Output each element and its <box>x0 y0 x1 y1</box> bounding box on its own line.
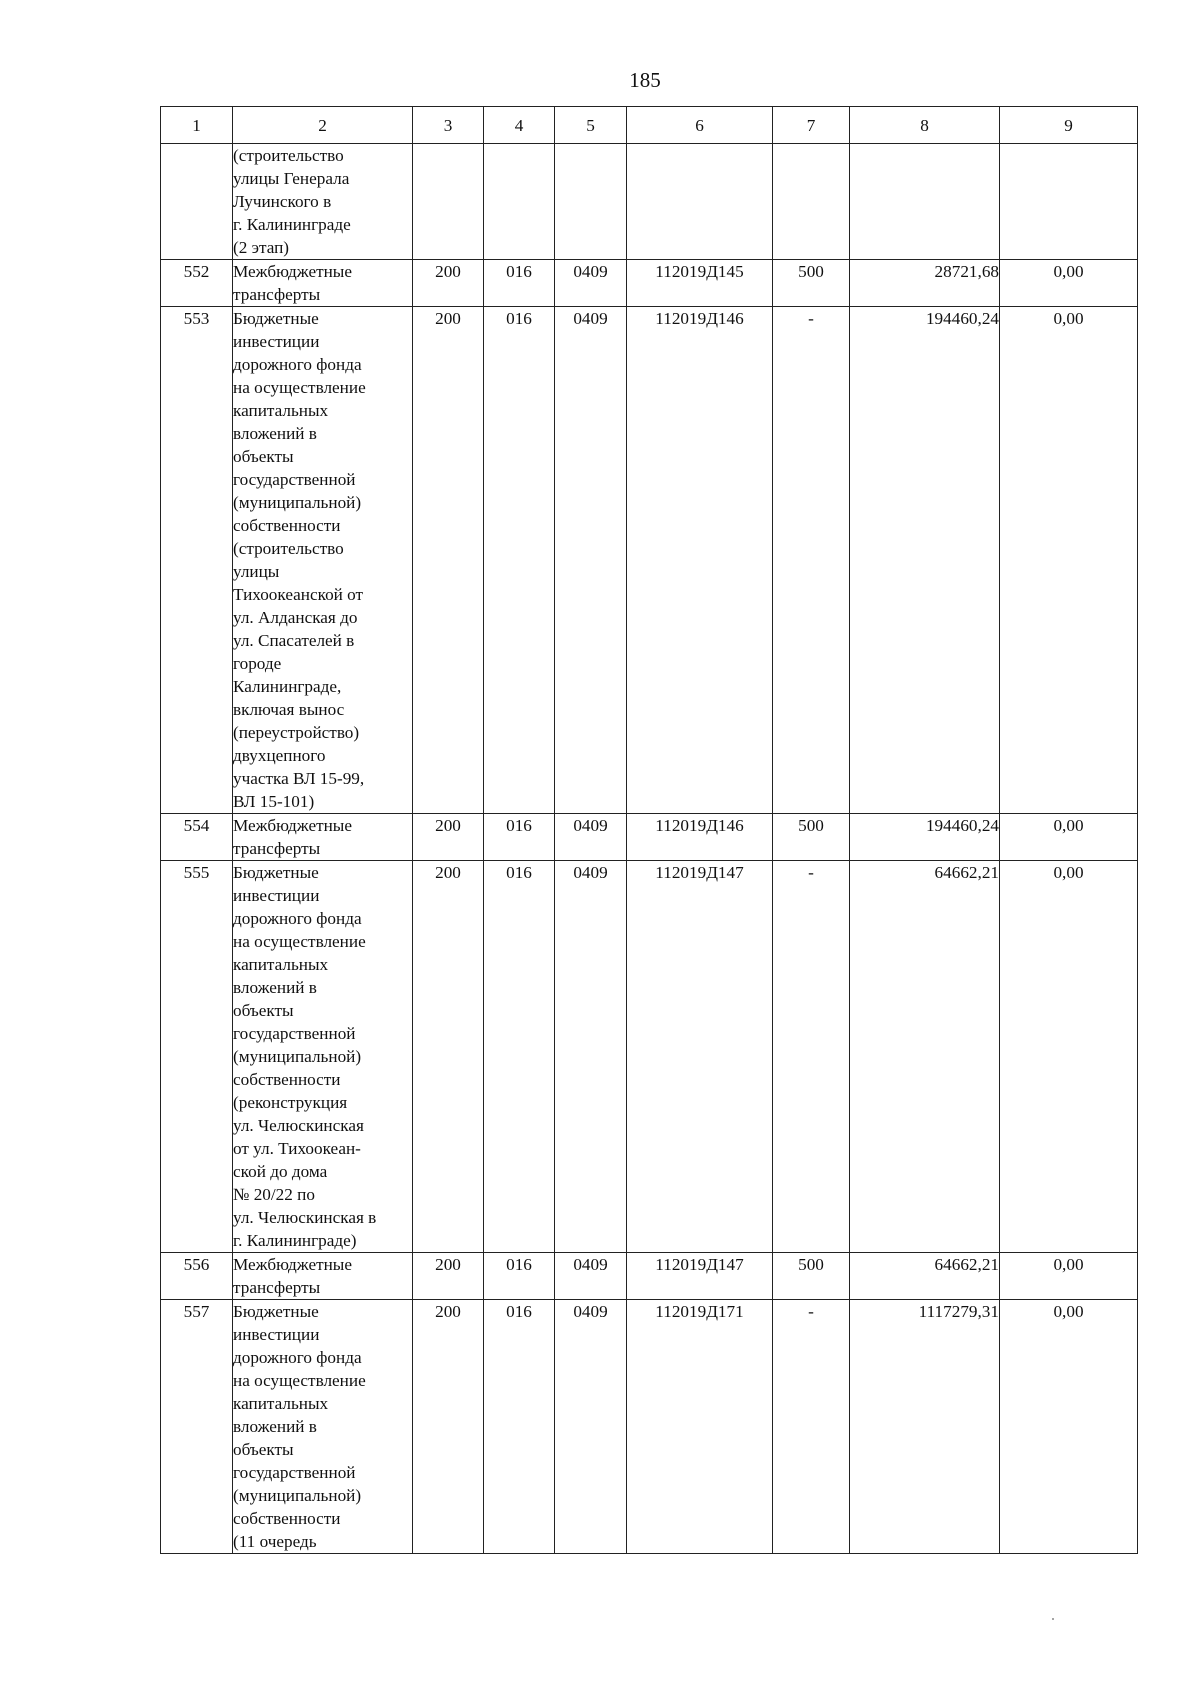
description-line: (муниципальной) <box>233 1047 362 1066</box>
header-cell-1: 1 <box>161 107 233 144</box>
description-line: трансферты <box>233 285 321 304</box>
description-line: (переустройство) <box>233 723 360 742</box>
header-cell-7: 7 <box>773 107 850 144</box>
col7-cell: - <box>773 1300 850 1554</box>
col9-cell: 0,00 <box>1000 260 1138 307</box>
col3-cell: 200 <box>413 1300 484 1554</box>
description-line: улицы Генерала <box>233 169 350 188</box>
amount-cell <box>850 144 1000 260</box>
description-line: г. Калининграде) <box>233 1231 357 1250</box>
row-number-cell: 554 <box>161 814 233 861</box>
col5-cell: 0409 <box>555 861 627 1253</box>
description-line: трансферты <box>233 1278 321 1297</box>
description-line: Бюджетные <box>233 309 319 328</box>
row-number-cell: 553 <box>161 307 233 814</box>
description-line: Бюджетные <box>233 1302 319 1321</box>
col9-cell: 0,00 <box>1000 307 1138 814</box>
col3-cell: 200 <box>413 861 484 1253</box>
col6-cell: 112019Д147 <box>627 1253 773 1300</box>
col7-cell: 500 <box>773 814 850 861</box>
description-cell <box>233 861 413 1253</box>
description-line: Тихоокеанской от <box>233 585 364 604</box>
col7-cell: - <box>773 307 850 814</box>
header-cell-9: 9 <box>1000 107 1138 144</box>
row-number-cell <box>161 144 233 260</box>
description-line: инвестиции <box>233 1325 320 1344</box>
description-line: вложений в <box>233 978 317 997</box>
header-cell-2: 2 <box>233 107 413 144</box>
amount-cell: 194460,24 <box>850 814 1000 861</box>
description-line: городе <box>233 654 282 673</box>
description-line: трансферты <box>233 839 321 858</box>
amount-cell: 194460,24 <box>850 307 1000 814</box>
col4-cell: 016 <box>484 814 555 861</box>
description-cell <box>233 307 413 814</box>
amount-cell: 28721,68 <box>850 260 1000 307</box>
col4-cell: 016 <box>484 861 555 1253</box>
col6-cell: 112019Д145 <box>627 260 773 307</box>
description-line: собственности <box>233 516 341 535</box>
description-line: двухцепного <box>233 746 326 765</box>
description-line: на осуществление <box>233 932 366 951</box>
description-cell <box>233 260 413 307</box>
description-cell <box>233 1300 413 1554</box>
description-line: (2 этап) <box>233 238 290 257</box>
table-row <box>161 861 1138 1253</box>
description-line: улицы <box>233 562 280 581</box>
description-line: Лучинского в <box>233 192 332 211</box>
description-line: капитальных <box>233 1394 329 1413</box>
description-line: объекты <box>233 447 294 466</box>
description-cell <box>233 144 413 260</box>
col9-cell: 0,00 <box>1000 1300 1138 1554</box>
description-line: Бюджетные <box>233 863 319 882</box>
description-line: капитальных <box>233 955 329 974</box>
col5-cell: 0409 <box>555 307 627 814</box>
description-line: (реконструкция <box>233 1093 348 1112</box>
row-number-cell: 557 <box>161 1300 233 1554</box>
col7-cell: 500 <box>773 1253 850 1300</box>
description-line: капитальных <box>233 401 329 420</box>
amount-cell: 1117279,31 <box>850 1300 1000 1554</box>
description-line: (строительство <box>233 146 344 165</box>
header-row <box>161 107 1138 144</box>
description-cell <box>233 814 413 861</box>
description-line: собственности <box>233 1509 341 1528</box>
header-cell-4: 4 <box>484 107 555 144</box>
header-cell-5: 5 <box>555 107 627 144</box>
description-line: Межбюджетные <box>233 1255 352 1274</box>
description-line: Калининграде, <box>233 677 342 696</box>
col5-cell <box>555 144 627 260</box>
table-row <box>161 1300 1138 1554</box>
table-row <box>161 814 1138 861</box>
header-cell-8: 8 <box>850 107 1000 144</box>
description-line: (11 очередь <box>233 1532 317 1551</box>
col6-cell <box>627 144 773 260</box>
budget-table <box>160 106 1138 1554</box>
col5-cell: 0409 <box>555 814 627 861</box>
description-line: (строительство <box>233 539 344 558</box>
description-line: государственной <box>233 1024 356 1043</box>
page-number: 185 <box>629 68 661 92</box>
description-line: собственности <box>233 1070 341 1089</box>
description-line: дорожного фонда <box>233 909 362 928</box>
description-line: на осуществление <box>233 1371 366 1390</box>
col3-cell: 200 <box>413 814 484 861</box>
col7-cell: - <box>773 861 850 1253</box>
col9-cell: 0,00 <box>1000 1253 1138 1300</box>
col3-cell: 200 <box>413 307 484 814</box>
description-line: инвестиции <box>233 886 320 905</box>
description-line: ул. Спасателей в <box>233 631 355 650</box>
table-row <box>161 260 1138 307</box>
table-row <box>161 307 1138 814</box>
row-number-cell: 552 <box>161 260 233 307</box>
description-line: дорожного фонда <box>233 355 362 374</box>
description-line: Межбюджетные <box>233 262 352 281</box>
description-line: инвестиции <box>233 332 320 351</box>
table-body <box>161 144 1138 1554</box>
col3-cell: 200 <box>413 260 484 307</box>
header-cell-3: 3 <box>413 107 484 144</box>
description-line: включая вынос <box>233 700 345 719</box>
col9-cell: 0,00 <box>1000 861 1138 1253</box>
scan-speck <box>1052 1618 1054 1620</box>
col6-cell: 112019Д171 <box>627 1300 773 1554</box>
col6-cell: 112019Д146 <box>627 814 773 861</box>
description-line: ул. Челюскинская <box>233 1116 364 1135</box>
description-line: на осуществление <box>233 378 366 397</box>
col3-cell <box>413 144 484 260</box>
col5-cell: 0409 <box>555 1300 627 1554</box>
col4-cell: 016 <box>484 1300 555 1554</box>
col5-cell: 0409 <box>555 260 627 307</box>
description-line: (муниципальной) <box>233 493 362 512</box>
amount-cell: 64662,21 <box>850 861 1000 1253</box>
description-line: вложений в <box>233 424 317 443</box>
col9-cell: 0,00 <box>1000 814 1138 861</box>
description-line: Межбюджетные <box>233 816 352 835</box>
description-line: объекты <box>233 1440 294 1459</box>
col6-cell: 112019Д146 <box>627 307 773 814</box>
description-line: от ул. Тихоокеан- <box>233 1139 361 1158</box>
row-number-cell: 556 <box>161 1253 233 1300</box>
amount-cell: 64662,21 <box>850 1253 1000 1300</box>
col6-cell: 112019Д147 <box>627 861 773 1253</box>
header-cell-6: 6 <box>627 107 773 144</box>
description-cell <box>233 1253 413 1300</box>
description-line: государственной <box>233 470 356 489</box>
description-line: г. Калининграде <box>233 215 351 234</box>
description-line: дорожного фонда <box>233 1348 362 1367</box>
table-row <box>161 1253 1138 1300</box>
description-line: (муниципальной) <box>233 1486 362 1505</box>
col5-cell: 0409 <box>555 1253 627 1300</box>
description-line: объекты <box>233 1001 294 1020</box>
col9-cell <box>1000 144 1138 260</box>
description-line: № 20/22 по <box>233 1185 315 1204</box>
col4-cell: 016 <box>484 260 555 307</box>
description-line: ул. Алданская до <box>233 608 358 627</box>
description-line: ул. Челюскинская в <box>233 1208 377 1227</box>
col4-cell <box>484 144 555 260</box>
col3-cell: 200 <box>413 1253 484 1300</box>
description-line: государственной <box>233 1463 356 1482</box>
description-line: вложений в <box>233 1417 317 1436</box>
table-row <box>161 144 1138 260</box>
description-line: участка ВЛ 15-99, <box>233 769 365 788</box>
col7-cell: 500 <box>773 260 850 307</box>
col7-cell <box>773 144 850 260</box>
col4-cell: 016 <box>484 307 555 814</box>
row-number-cell: 555 <box>161 861 233 1253</box>
col4-cell: 016 <box>484 1253 555 1300</box>
description-line: ской до дома <box>233 1162 328 1181</box>
description-line: ВЛ 15-101) <box>233 792 315 811</box>
